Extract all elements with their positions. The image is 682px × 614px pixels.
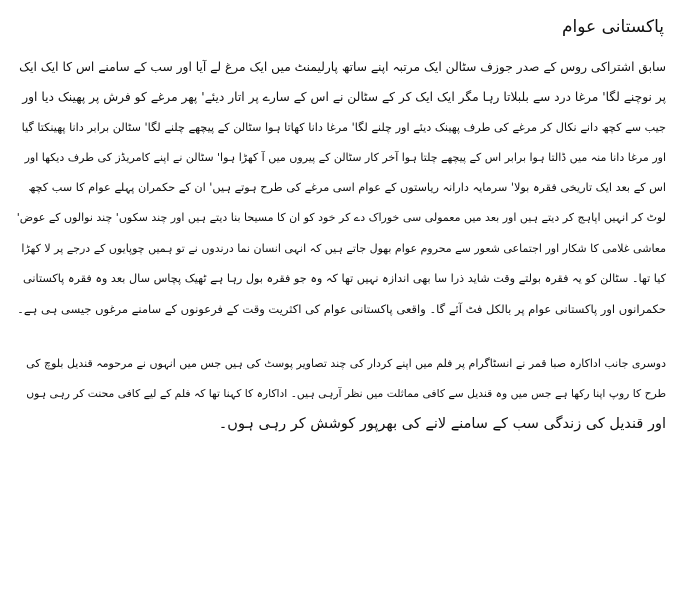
paragraph-line: طرح کا روپ اپنا رکھا ہے جس میں وہ قندیل سے کافی مماثلت میں نظر آرہی ہیں۔ اداکارہ کا کہنا تھا کہ فلم کے لیے کافی محنت کر رہی ہوں [26, 386, 666, 400]
paragraph-line: جیب سے کچھ دانے نکال کر مرغے کی طرف پھینک دیئے اور چلنے لگا' مرغا دانا کھاتا ہوا سٹالن کے پیچھے چلنے لگا' سٹالن برابر دانا پھینکتا گیا [21, 120, 666, 134]
paragraph-line: حکمرانوں اور پاکستانی عوام پر بالکل فٹ آئے گا۔ واقعی پاکستانی عوام کی اکثریت وقت کے فرعونوں کے سامنے مرغوں جیسی ہی ہے۔ [17, 302, 666, 317]
paragraph-line: اور مرغا دانا منہ میں ڈالتا ہوا برابر اس کے پیچھے چلتا ہوا آخر کار سٹالن کے پیروں میں آ کھڑا ہوا' سٹالن نے اپنے کامریڈز کی طرف دیکھا اور [24, 150, 666, 164]
paragraph-line: معاشی غلامی کا شکار اور اجتماعی شعور سے محروم عوام بھول جاتے ہیں کہ انہی انسان نما درندوں نے تو ہمیں چوپایوں کے درجے پر لا کھڑا [21, 241, 666, 255]
paragraph-line: دوسری جانب اداکارہ صبا قمر نے انسٹاگرام پر فلم میں اپنے کردار کی چند تصاویر پوسٹ کی ہیں جس میں انہوں نے مرحومہ قندیل بلوچ کی [26, 356, 666, 370]
paragraph-line: پر نوچنے لگا' مرغا درد سے بلبلاتا رہا مگر ایک ایک کر کے سٹالن نے اس کے سارے پر اتار دیئے' پھر مرغے کو فرش پر پھینک دیا اور [22, 90, 666, 105]
paragraph-line: سابق اشتراکی روس کے صدر جوزف سٹالن ایک مرتبہ اپنے ساتھ پارلیمنٹ میں ایک مرغ لے آیا اور سب کے سامنے اس کا ایک ایک [19, 60, 666, 74]
paragraph-line: اور قندیل کی زندگی سب کے سامنے لانے کی بھرپور کوشش کر رہی ہوں۔ [218, 416, 666, 433]
paragraph-line: لوٹ کر انہیں اپاہج کر دیتے ہیں اور بعد میں معمولی سی خوراک دے کر خود کو ان کا مسیحا بنا دیتے ہیں اور چند سکوں' چند نوالوں کے عوض' [16, 211, 666, 225]
paragraph-stalin-story [16, 52, 666, 325]
paragraph-line: کیا تھا۔ سٹالن کو یہ فقرہ بولتے وقت شاید ذرا سا بھی اندازہ نہیں تھا کہ وہ جو فقرہ بول رہا ہے ٹھیک پچاس سال بعد وہ فقرہ پاکستانی [23, 272, 666, 286]
article-title: پاکستانی عوام [562, 17, 664, 37]
paragraph-saba-qamar [16, 349, 666, 440]
paragraph-line: اس کے بعد ایک تاریخی فقرہ بولا' سرمایہ دارانہ ریاستوں کے عوام اسی مرغے کی طرح ہوتے ہیں' ان کے حکمران پہلے عوام کا سب کچھ [28, 181, 666, 195]
